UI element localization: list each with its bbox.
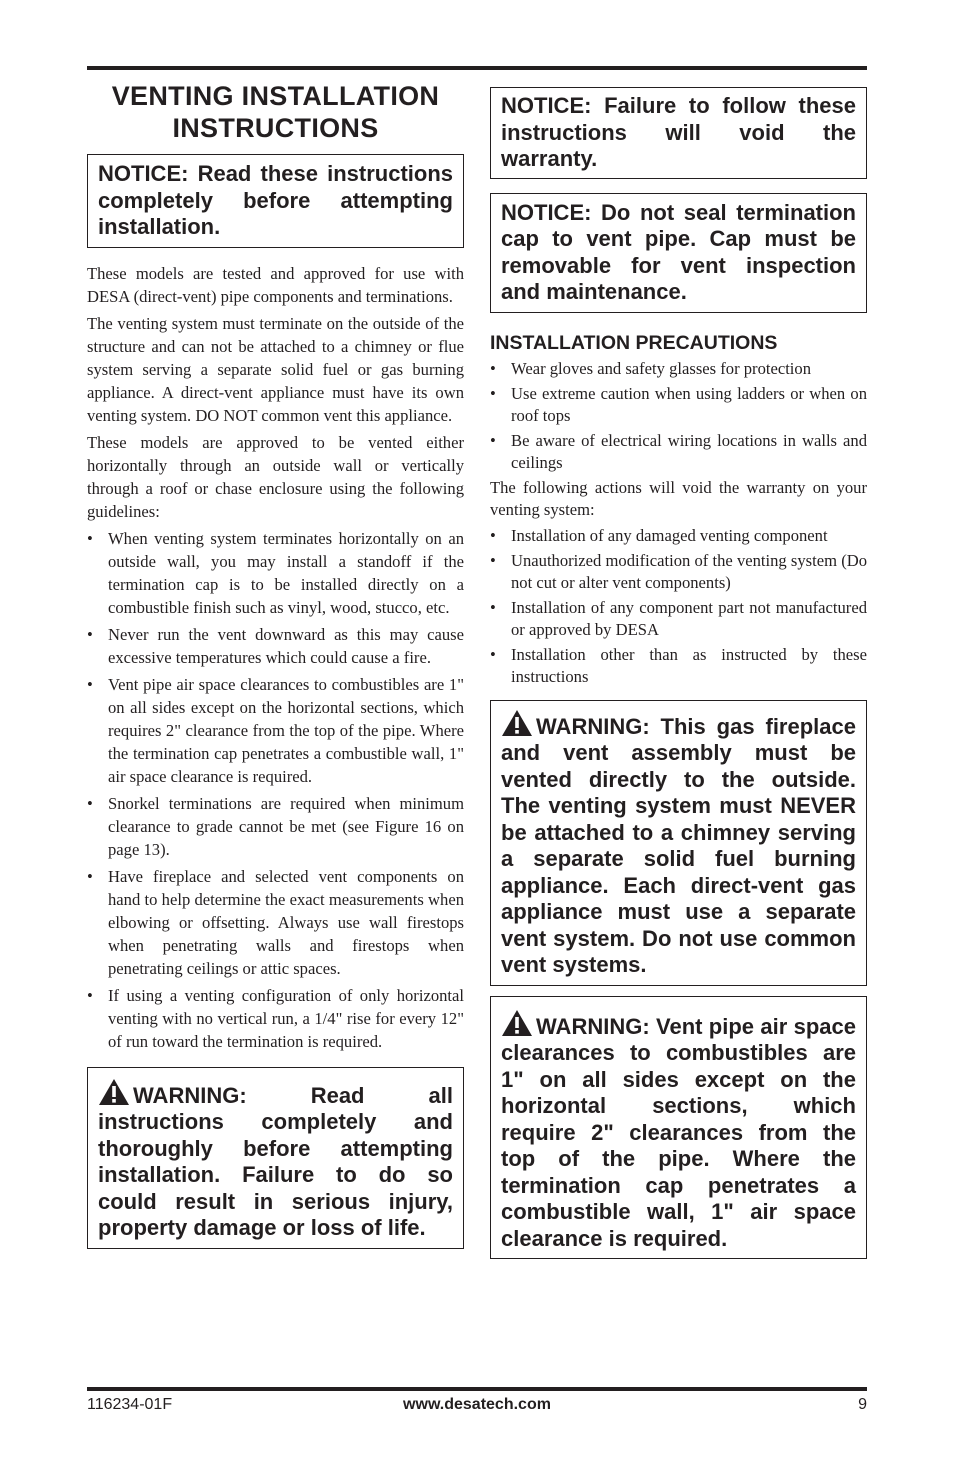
list-item: • Installation of any damaged venting component [490,525,867,547]
page-footer [87,1395,867,1419]
list-item: • Be aware of electrical wiring locations in walls and ceilings [490,430,867,474]
list-item: • Use extreme caution when using ladders or when on roof tops [490,383,867,427]
list-item: • Vent pipe air space clearances to combustibles are 1" on all sides except on the horizontal sections, which requires 2" clearance from the top of the pipe. Where the termination cap penetrates a combustible wall, 1" air space clearance is required. [87,673,464,788]
paragraph-venting-guidelines: These models are approved to be vented either horizontally through an outside wall or vertically through a roof or chase enclosure using the following guidelines: [87,432,464,521]
warning-outside-text: WARNING: This gas fireplace and vent assembly must be vented directly to the outside. The venting system must NEVER be attached to a chimney serving a separate solid fuel burning appliance. Each direct-vent gas appliance must use a separate vent system. Do not use common vent systems. [501,713,856,977]
warning-vent-outside [490,700,867,986]
warning-triangle-icon [501,709,533,737]
list-item: • Installation other than as instructed by these instructions [490,644,867,688]
paragraph-venting-system: The venting system must terminate on the outside of the structure and can not be attached to a chimney or flue system serving a separate solid fuel or gas burning appliance. A direct-vent appliance must have its own venting system. DO NOT common vent this appliance. [87,313,464,425]
warning-triangle-icon [98,1078,130,1106]
page-title: VENTING INSTALLATION INSTRUCTIONS [111,81,440,143]
precautions-list [490,358,867,474]
left-column [87,80,464,1249]
list-item: • Unauthorized modification of the venting system (Do not cut or alter vent components) [490,550,867,594]
part-number: 116234-01F [87,1396,173,1413]
top-rule [87,66,867,70]
warning-clearance-text: WARNING: Vent pipe air space clearances to combustibles are 1" on all sides except on the horizontal sections, which require 2" clearances from the top of the pipe. Where the termination cap penetrates a combustible wall, 1" air space clearance is required. [501,1013,856,1251]
page-number: 9 [858,1396,867,1413]
warning-read-instructions [87,1067,464,1249]
paragraph-approved-components: These models are tested and approved for use with DESA (direct-vent) pipe components and terminations. [87,263,464,306]
right-column [490,87,867,1259]
precautions-heading: INSTALLATION PRECAUTIONS [490,331,778,354]
guidelines-list [87,527,464,1053]
list-item: • Installation of any component part not manufactured or approved by DESA [490,597,867,641]
warning-triangle-icon [501,1009,533,1037]
void-actions-list [490,525,867,688]
bottom-rule [87,1387,867,1391]
website-link[interactable]: www.desatech.com [403,1396,551,1413]
list-item: • Wear gloves and safety glasses for protection [490,358,867,380]
notice-read-instructions: NOTICE: Read these instructions completely before attempting installation. [87,154,464,248]
list-item: • Never run the vent downward as this may cause excessive temperatures which could cause a fire. [87,623,464,669]
list-item: • Snorkel terminations are required when minimum clearance to grade cannot be met (see Figure 16 on page 13). [87,792,464,861]
warning-read-text: WARNING: Read all instructions completely and thoroughly before attempting installation. Failure to do so could result in serious injury, property damage or loss of life. [98,1082,453,1240]
list-item: • When venting system terminates horizontally on an outside wall, you may install a standoff if the termination cap is to be installed directly on a combustible finish such as vinyl, wood, stucco, etc. [87,527,464,619]
list-item: • Have fireplace and selected vent components on hand to help determine the exact measurements when elbowing or offsetting. Always use wall firestops when penetrating walls and firestops when penetrating ceilings or attic spaces. [87,865,464,980]
notice-void-warranty: NOTICE: Failure to follow these instructions will void the warranty. [490,87,867,179]
notice-do-not-seal: NOTICE: Do not seal termination cap to vent pipe. Cap must be removable for vent inspection and maintenance. [490,193,867,313]
warning-vent-clearance [490,996,867,1260]
list-item: • If using a venting configuration of only horizontal venting with no vertical run, a 1/4" rise for every 12" of run toward the termination is required. [87,984,464,1053]
void-intro: The following actions will void the warranty on your venting system: [490,477,867,519]
